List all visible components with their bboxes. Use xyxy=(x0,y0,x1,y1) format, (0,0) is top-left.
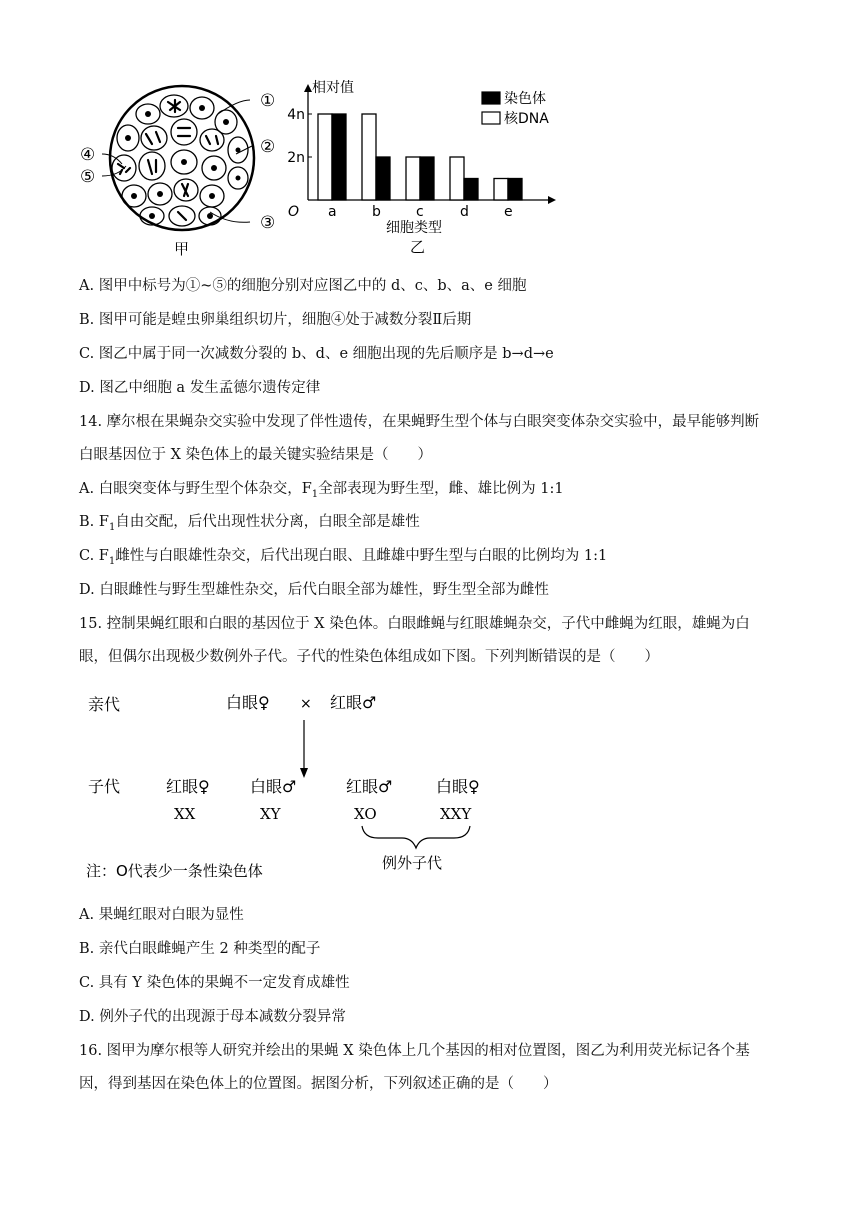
x-axis-label: 细胞类型 xyxy=(386,220,442,236)
q14-option-a xyxy=(79,479,564,505)
cross-arrow-head xyxy=(300,768,308,778)
figure-jia xyxy=(78,78,288,258)
bar-e-chromosome xyxy=(508,179,522,201)
q13-option-d: D. 图乙中细胞 a 发生孟德尔遗传定律 xyxy=(79,380,321,396)
q16-line2: 因，得到基因在染色体上的位置图。据图分析，下列叙述正确的是（ ） xyxy=(79,1076,558,1092)
q14-option-c-pre: C. F xyxy=(79,548,109,564)
bar-d-chromosome xyxy=(464,179,478,201)
x-tick-label-d: d xyxy=(460,204,469,220)
exception-label: 例外子代 xyxy=(382,854,443,872)
q13-option-b: B. 图甲可能是蝗虫卵巢组织切片，细胞④处于减数分裂Ⅱ后期 xyxy=(79,312,472,328)
y-axis-arrow xyxy=(304,84,312,92)
q14-option-c-post: 雌性与白眼雄性杂交，后代出现白眼、且雌雄中野生型与白眼的比例均为 1:1 xyxy=(115,548,608,564)
bar-b-dna xyxy=(362,114,376,200)
marker-3: ③ xyxy=(260,213,276,233)
x-tick-label-b: b xyxy=(372,204,381,220)
x-tick-label-e: e xyxy=(504,204,513,220)
marker-4: ④ xyxy=(80,145,96,165)
legend-swatch xyxy=(482,92,500,104)
exception-brace xyxy=(362,826,470,848)
figure-yi-bar-chart xyxy=(286,76,576,260)
bar-e-dna xyxy=(494,179,508,201)
y-axis-label: 相对值 xyxy=(312,80,354,96)
bar-a-dna xyxy=(318,114,332,200)
marker-5: ⑤ xyxy=(80,167,96,187)
q15-option-a: A. 果蝇红眼对白眼为显性 xyxy=(79,907,244,923)
q15-option-c: C. 具有 Y 染色体的果蝇不一定发育成雄性 xyxy=(79,975,350,991)
q16-line1: 16. 图甲为摩尔根等人研究并绘出的果蝇 X 染色体上几个基因的相对位置图，图乙为利用荧光标记各个基 xyxy=(79,1043,750,1059)
x-axis-arrow xyxy=(548,196,556,204)
q14-option-a-pre: A. 白眼突变体与野生型个体杂交，F xyxy=(79,481,312,497)
parent-label: 亲代 xyxy=(88,695,121,714)
x-tick-label-a: a xyxy=(328,204,337,220)
cross-note: 注：O代表少一条性染色体 xyxy=(86,862,263,880)
bar-a-chromosome xyxy=(332,114,346,200)
parent-male: 红眼♂ xyxy=(330,693,377,712)
marker-2: ② xyxy=(260,137,276,157)
y-tick-label: 4n xyxy=(287,107,305,123)
legend-label: 核DNA xyxy=(504,111,549,127)
q14-stem-line2: 白眼基因位于 X 染色体上的最关键实验结果是（ ） xyxy=(79,447,433,463)
q15-stem-line1: 15. 控制果蝇红眼和白眼的基因位于 X 染色体。白眼雌蝇与红眼雄蝇杂交，子代中雌蝇为红眼，雄蝇为白 xyxy=(79,616,750,632)
offspring-3-genotype: XO xyxy=(354,805,377,823)
offspring-4-phenotype: 白眼♀ xyxy=(436,777,480,796)
bar-c-chromosome xyxy=(420,157,434,200)
q14-option-b-post: 自由交配，后代出现性状分离，白眼全部是雄性 xyxy=(115,514,420,530)
bar-d-dna xyxy=(450,157,464,200)
figure-jia-label: 甲 xyxy=(174,240,190,258)
offspring-2-genotype: XY xyxy=(260,805,281,823)
marker-1: ① xyxy=(260,91,276,111)
offspring-3-phenotype: 红眼♂ xyxy=(346,777,393,796)
chart-legend xyxy=(482,90,549,127)
chart-bars xyxy=(318,114,522,200)
q14-option-b xyxy=(79,512,420,538)
cross-symbol: × xyxy=(300,696,312,712)
q14-option-d: D. 白眼雌性与野生型雄性杂交，后代白眼全部为雄性，野生型全部为雌性 xyxy=(79,582,549,598)
offspring-2-phenotype: 白眼♂ xyxy=(250,777,297,796)
parent-female: 白眼♀ xyxy=(226,693,270,712)
q14-option-c xyxy=(79,546,607,572)
q13-option-a: A. 图甲中标号为①~⑤的细胞分别对应图乙中的 d、c、b、a、e 细胞 xyxy=(79,278,527,294)
offspring-1-genotype: XX xyxy=(174,805,196,823)
subscript-1: 1 xyxy=(108,521,116,533)
bar-b-chromosome xyxy=(376,157,390,200)
offspring-label: 子代 xyxy=(88,777,121,796)
legend-swatch xyxy=(482,112,500,124)
figure-yi-label: 乙 xyxy=(410,238,426,256)
offspring-1-phenotype: 红眼♀ xyxy=(166,777,210,796)
subscript-1: 1 xyxy=(311,488,319,500)
q15-option-d: D. 例外子代的出现源于母本减数分裂异常 xyxy=(79,1009,346,1025)
q13-option-c: C. 图乙中属于同一次减数分裂的 b、d、e 细胞出现的先后顺序是 b→d→e xyxy=(79,346,554,362)
y-tick-label: 2n xyxy=(287,150,305,166)
cross-diagram xyxy=(78,686,508,886)
bar-c-dna xyxy=(406,157,420,200)
x-tick-label-c: c xyxy=(416,204,424,220)
offspring-4-genotype: XXY xyxy=(440,805,472,823)
q15-option-b: B. 亲代白眼雌蝇产生 2 种类型的配子 xyxy=(79,941,321,957)
q14-stem-line1: 14. 摩尔根在果蝇杂交实验中发现了伴性遗传，在果蝇野生型个体与白眼突变体杂交实验中，最早能够判断 xyxy=(79,414,760,430)
q15-stem-line2: 眼，但偶尔出现极少数例外子代。子代的性染色体组成如下图。下列判断错误的是（ ） xyxy=(79,649,659,665)
legend-label: 染色体 xyxy=(504,91,546,107)
q14-option-a-post: 全部表现为野生型，雌、雄比例为 1:1 xyxy=(318,481,564,497)
subscript-1: 1 xyxy=(108,555,116,567)
origin-label: O xyxy=(288,204,300,220)
q14-option-b-pre: B. F xyxy=(79,514,109,530)
